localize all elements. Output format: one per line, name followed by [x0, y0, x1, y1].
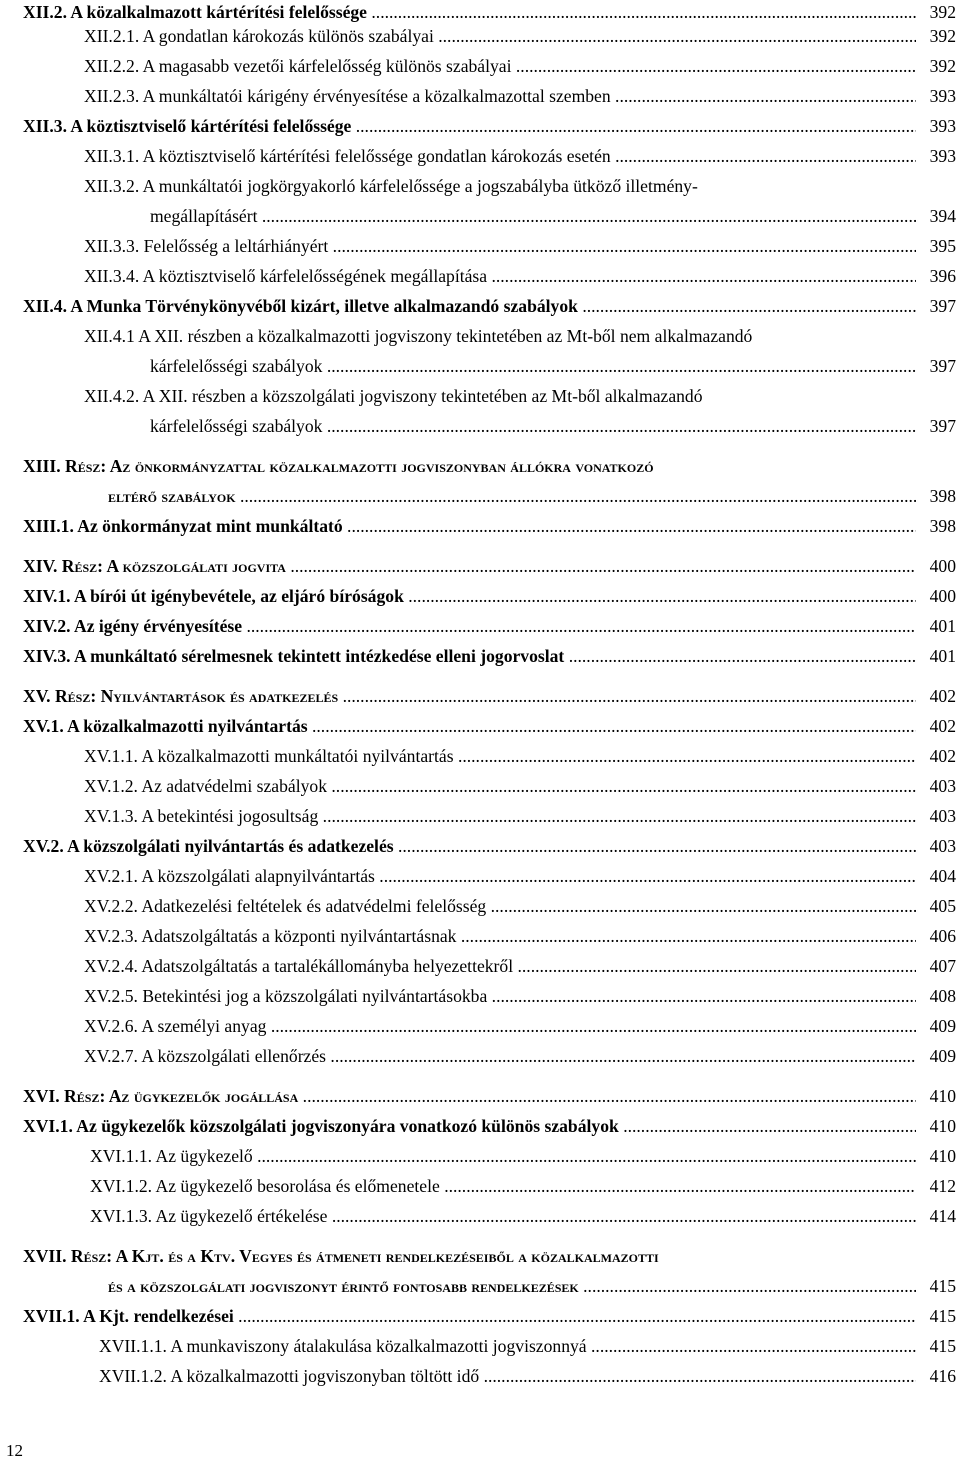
toc-title: XII.4. A Munka Törvénykönyvéből kizárt, illetve alkalmazandó szabályok	[23, 296, 578, 316]
toc-page-number: 393	[929, 86, 956, 106]
toc-page-number: 402	[929, 746, 956, 766]
toc-title: XII.2.2. A magasabb vezetői kárfelelősség különös szabályai	[84, 56, 512, 76]
toc-entry-xv[interactable]	[23, 684, 956, 708]
toc-title: XV.1.2. Az adatvédelmi szabályok	[84, 776, 327, 796]
toc-page-number: 402	[929, 686, 956, 706]
toc-entry-xv-1[interactable]	[23, 714, 956, 738]
toc-title: XVI.1.1. Az ügykezelő	[90, 1146, 253, 1166]
toc-title: XII.2.1. A gondatlan károkozás különös szabályai	[84, 26, 434, 46]
toc-entry-xii-4-1[interactable]	[150, 354, 956, 378]
toc-entry-xii-4-1-first-line[interactable]	[84, 324, 752, 348]
toc-page-number: 410	[929, 1116, 956, 1136]
toc-title: XV.2. A közszolgálati nyilvántartás és adatkezelés	[23, 836, 394, 856]
toc-title: XII.4.2. A XII. részben a közszolgálati jogviszony tekintetében az Mt-ből alkalmazandó	[84, 386, 703, 406]
toc-entry-xv-2-2[interactable]	[84, 894, 956, 918]
toc-page-number: 401	[929, 646, 956, 666]
toc-page-number: 400	[929, 556, 956, 576]
toc-page-number: 412	[929, 1176, 956, 1196]
toc-page-number: 410	[929, 1146, 956, 1166]
toc-entry-xiv[interactable]	[23, 554, 956, 578]
toc-page-number: 409	[929, 1046, 956, 1066]
toc-entry-xv-2-5[interactable]	[84, 984, 956, 1008]
toc-title: XIII.1. Az önkormányzat mint munkáltató	[23, 516, 343, 536]
toc-page-number: 397	[929, 296, 956, 316]
toc-entry-xii-3-3[interactable]	[84, 234, 956, 258]
toc-title: XV.1.3. A betekintési jogosultság	[84, 806, 319, 826]
toc-title: XVI.1.2. Az ügykezelő besorolása és előmenetele	[90, 1176, 440, 1196]
toc-page-number: 403	[929, 806, 956, 826]
toc-page-number: 401	[929, 616, 956, 636]
toc-entry-xiii-first-line[interactable]	[23, 454, 654, 478]
toc-entry-xii-2-1[interactable]	[84, 24, 956, 48]
toc-entry-xvii-1[interactable]	[23, 1304, 956, 1328]
toc-entry-xii-3-2-first-line[interactable]	[84, 174, 698, 198]
toc-page-number: 402	[929, 716, 956, 736]
toc-entry-xv-2-7[interactable]	[84, 1044, 956, 1068]
toc-page-number: 403	[929, 836, 956, 856]
toc-entry-xvii[interactable]	[108, 1274, 956, 1298]
toc-title: XV.2.2. Adatkezelési feltételek és adatvédelmi felelősség	[84, 896, 487, 916]
toc-entry-xv-2-1[interactable]	[84, 864, 956, 888]
toc-title: XV.2.3. Adatszolgáltatás a központi nyilvántartásnak	[84, 926, 457, 946]
toc-title: XIV.1. A bírói út igénybevétele, az eljáró bíróságok	[23, 586, 404, 606]
toc-title: kárfelelősségi szabályok	[150, 356, 323, 376]
toc-page-number: 394	[929, 206, 956, 226]
toc-title: XV.1. A közalkalmazotti nyilvántartás	[23, 716, 308, 736]
toc-entry-xii-2-2[interactable]	[84, 54, 956, 78]
toc-page-number: 404	[929, 866, 956, 886]
toc-page-number: 415	[929, 1336, 956, 1356]
toc-title: XIV.2. Az igény érvényesítése	[23, 616, 243, 636]
toc-title: megállapításért	[150, 206, 258, 226]
toc-page-number: 395	[929, 236, 956, 256]
toc-entry-xv-2[interactable]	[23, 834, 956, 858]
toc-entry-xv-2-6[interactable]	[84, 1014, 956, 1038]
toc-title: XII.3.1. A köztisztviselő kártérítési felelőssége gondatlan károkozás esetén	[84, 146, 611, 166]
toc-entry-xii-4-2[interactable]	[150, 414, 956, 438]
toc-page-number: 400	[929, 586, 956, 606]
toc-entry-xii-4[interactable]	[23, 294, 956, 318]
toc-page-number: 409	[929, 1016, 956, 1036]
toc-entry-xv-1-1[interactable]	[84, 744, 956, 768]
page-number: 12	[6, 1441, 23, 1460]
toc-entry-xiv-3[interactable]	[23, 644, 956, 668]
toc-title: XVI.1. Az ügykezelők közszolgálati jogviszonyára vonatkozó különös szabályok	[23, 1116, 619, 1136]
toc-entry-xvi-1[interactable]	[23, 1114, 956, 1138]
toc-page-number: 392	[929, 2, 956, 22]
toc-title: XVI.1.3. Az ügykezelő értékelése	[90, 1206, 328, 1226]
toc-title: XVII.1. A Kjt. rendelkezései	[23, 1306, 234, 1326]
toc-title: XVI. Rész: Az ügykezelők jogállása	[23, 1086, 299, 1106]
toc-page-number: 396	[929, 266, 956, 286]
toc-title: XV.1.1. A közalkalmazotti munkáltatói nyilvántartás	[84, 746, 454, 766]
toc-entry-xv-2-3[interactable]	[84, 924, 956, 948]
toc-entry-xiv-2[interactable]	[23, 614, 956, 638]
toc-entry-xvii-1-2[interactable]	[99, 1364, 956, 1388]
toc-title: XII.3.4. A köztisztviselő kárfelelősségének megállapítása	[84, 266, 488, 286]
toc-title: XVII. Rész: A Kjt. és a Ktv. Vegyes és átmeneti rendelkezéseiből a közalkalmazotti	[23, 1246, 659, 1266]
toc-entry-xii-2[interactable]	[23, 0, 956, 24]
toc-entry-xii-3[interactable]	[23, 114, 956, 138]
toc-entry-xvii-1-1[interactable]	[99, 1334, 956, 1358]
toc-page-number: 398	[929, 516, 956, 536]
toc-page-number: 392	[929, 26, 956, 46]
toc-page-number: 405	[929, 896, 956, 916]
toc-entry-xvii-first-line[interactable]	[23, 1244, 659, 1268]
toc-title: XII.3. A köztisztviselő kártérítési felelőssége	[23, 116, 352, 136]
toc-title: XV.2.1. A közszolgálati alapnyilvántartás	[84, 866, 375, 886]
toc-page-number: 410	[929, 1086, 956, 1106]
toc-title: XII.4.1 A XII. részben a közalkalmazotti jogviszony tekintetében az Mt-ből nem alkalmazandó	[84, 326, 753, 346]
toc-title: XII.3.3. Felelősség a leltárhiányért	[84, 236, 329, 256]
toc-page-number: 403	[929, 776, 956, 796]
toc-title: és a közszolgálati jogviszonyt érintő fontosabb rendelkezések	[108, 1276, 579, 1296]
toc-entry-xii-2-3[interactable]	[84, 84, 956, 108]
toc-page-number: 393	[929, 116, 956, 136]
toc-title: XV. Rész: Nyilvántartások és adatkezelés	[23, 686, 339, 706]
toc-title: XIV.3. A munkáltató sérelmesnek tekintett intézkedése elleni jogorvoslat	[23, 646, 565, 666]
toc-page-number: 408	[929, 986, 956, 1006]
toc-entry-xii-3-2[interactable]	[150, 204, 956, 228]
toc-entry-xvi-1-3[interactable]	[90, 1204, 956, 1228]
toc-entry-xv-2-4[interactable]	[84, 954, 956, 978]
toc-entry-xvi-1-1[interactable]	[90, 1144, 956, 1168]
toc-title: eltérő szabályok	[108, 486, 236, 506]
toc-page-number: 397	[929, 416, 956, 436]
toc-title: XIV. Rész: A közszolgálati jogvita	[23, 556, 286, 576]
toc-title: XII.2.3. A munkáltatói kárigény érvényesítése a közalkalmazottal szemben	[84, 86, 611, 106]
toc-entry-xvi-1-2[interactable]	[90, 1174, 956, 1198]
toc-title: XII.3.2. A munkáltatói jogkörgyakorló kárfelelőssége a jogszabályba ütköző illetmény-	[84, 176, 698, 196]
toc-title: XVII.1.2. A közalkalmazotti jogviszonyban töltött idő	[99, 1366, 480, 1386]
toc-entry-xiv-1[interactable]	[23, 584, 956, 608]
toc-entry-xv-1-3[interactable]	[84, 804, 956, 828]
toc-page-number: 416	[929, 1366, 956, 1386]
toc-page-number: 398	[929, 486, 956, 506]
toc-title: XV.2.7. A közszolgálati ellenőrzés	[84, 1046, 327, 1066]
toc-page-number: 414	[929, 1206, 956, 1226]
toc-page-number: 393	[929, 146, 956, 166]
toc-page-number: 415	[929, 1276, 956, 1296]
toc-page-number: 406	[929, 926, 956, 946]
toc-title: XII.2. A közalkalmazott kártérítési felelőssége	[23, 2, 367, 22]
toc-page-number: 392	[929, 56, 956, 76]
toc-page-number: 415	[929, 1306, 956, 1326]
toc-entry-xiii[interactable]	[108, 484, 956, 508]
toc-entry-xv-1-2[interactable]	[84, 774, 956, 798]
toc-entry-xiii-1[interactable]	[23, 514, 956, 538]
toc-title: XIII. Rész: Az önkormányzattal közalkalmazotti jogviszonyban állókra vonatkozó	[23, 456, 654, 476]
toc-entry-xii-3-1[interactable]	[84, 144, 956, 168]
toc-entry-xii-4-2-first-line[interactable]	[84, 384, 703, 408]
toc-page-number: 407	[929, 956, 956, 976]
toc-title: XV.2.5. Betekintési jog a közszolgálati nyilvántartásokba	[84, 986, 488, 1006]
toc-entry-xii-3-4[interactable]	[84, 264, 956, 288]
toc-page-number: 397	[929, 356, 956, 376]
toc-title: XV.2.4. Adatszolgáltatás a tartalékállományba helyezettekről	[84, 956, 514, 976]
toc-entry-xvi[interactable]	[23, 1084, 956, 1108]
toc-title: XV.2.6. A személyi anyag	[84, 1016, 267, 1036]
toc-title: XVII.1.1. A munkaviszony átalakulása közalkalmazotti jogviszonnyá	[99, 1336, 587, 1356]
toc-title: kárfelelősségi szabályok	[150, 416, 323, 436]
